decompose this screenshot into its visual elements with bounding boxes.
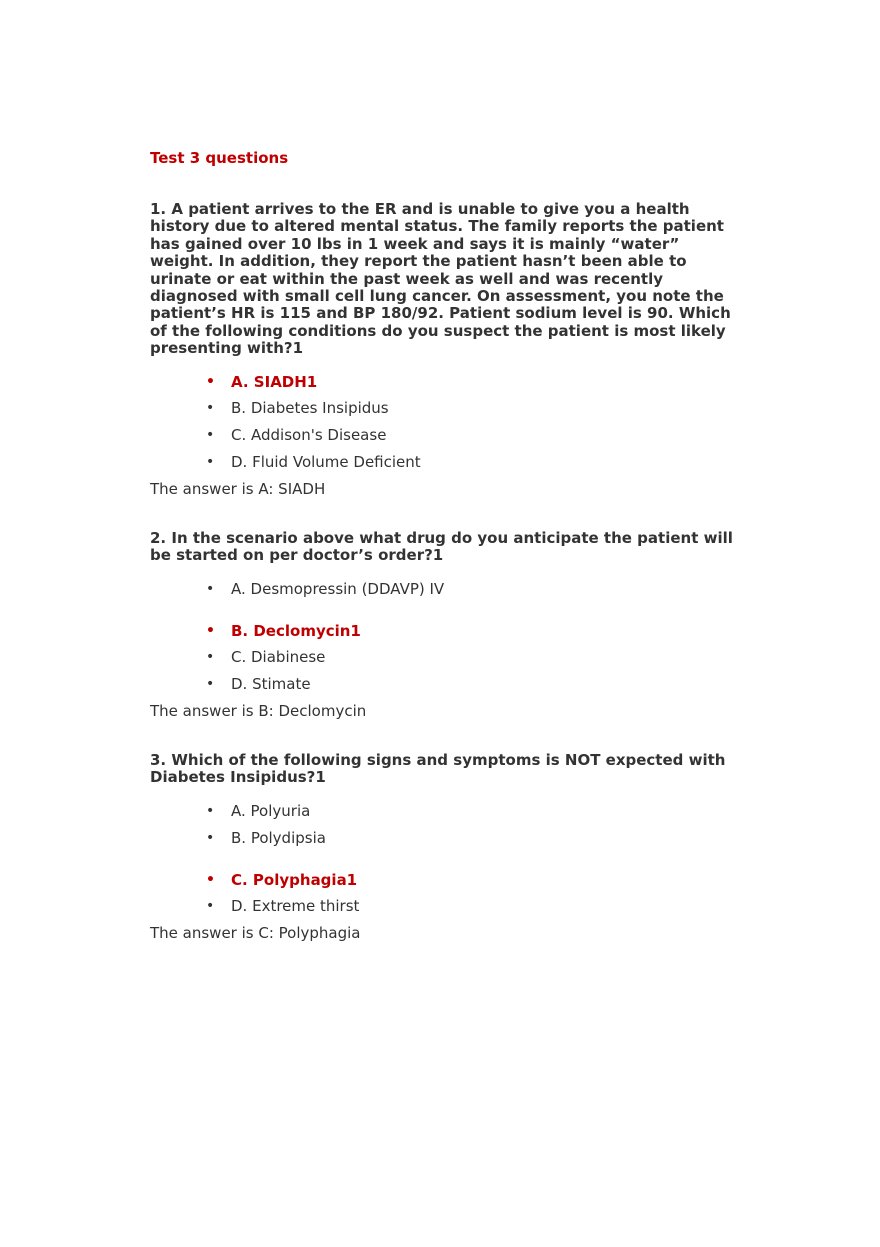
answer-2: The answer is B: Declomycin: [150, 702, 367, 721]
question-2-text: 2. In the scenario above what drug do you anticipate the patient will be started on per doctor’s order?1: [150, 528, 733, 565]
option-1b: • B. Diabetes Insipidus: [206, 399, 389, 418]
bullet-icon: •: [206, 622, 215, 639]
option-2a: • A. Desmopressin (DDAVP) IV: [206, 579, 445, 598]
bullet-icon: •: [206, 802, 215, 819]
option-3d: • D. Extreme thirst: [206, 897, 360, 916]
bullet-icon: •: [206, 649, 215, 666]
question-3: [150, 752, 740, 943]
question-1-text: 1. A patient arrives to the ER and is unable to give you a health history due to altered mental status. The family reports the patient has gained over 10 lbs in 1 week and says it is mainly “water” weight. In addition, they report the patient hasn’t been able to urinate or eat within the past week as well and was recently diagnosed with small cell lung cancer. On assessment, you note the patient’s HR is 115 and BP 180/92. Patient sodium level is 90. Which of the following conditions do you suspect the patient is most likely presenting with?1: [150, 200, 731, 358]
option-3c: • C. Polyphagia1: [206, 870, 358, 889]
option-2b: • B. Declomycin1: [206, 621, 361, 640]
answer-1: The answer is A: SIADH: [150, 479, 326, 498]
bullet-icon: •: [206, 898, 215, 915]
question-2: [150, 530, 740, 721]
bullet-icon: •: [206, 400, 215, 417]
document-page: [150, 148, 740, 943]
question-2-options: [150, 579, 740, 695]
document-title: Test 3 questions: [150, 149, 289, 167]
bullet-icon: •: [206, 580, 215, 597]
question-3-options: [150, 801, 740, 917]
option-2c: • C. Diabinese: [206, 648, 326, 667]
bullet-icon: •: [206, 454, 215, 471]
question-1: [150, 201, 740, 499]
bullet-icon: •: [206, 829, 215, 846]
bullet-icon: •: [206, 871, 215, 888]
option-1a: • A. SIADH1: [206, 372, 318, 391]
option-2d: • D. Stimate: [206, 675, 311, 694]
bullet-icon: •: [206, 676, 215, 693]
option-3a: • A. Polyuria: [206, 801, 311, 820]
question-1-options: [150, 372, 740, 472]
option-3b: • B. Polydipsia: [206, 828, 326, 847]
option-1d: • D. Fluid Volume Deficient: [206, 453, 421, 472]
answer-3: The answer is C: Polyphagia: [150, 924, 361, 943]
bullet-icon: •: [206, 373, 215, 390]
question-3-text: 3. Which of the following signs and symptoms is NOT expected with Diabetes Insipidus?1: [150, 751, 726, 787]
bullet-icon: •: [206, 427, 215, 444]
option-1c: • C. Addison's Disease: [206, 426, 387, 445]
